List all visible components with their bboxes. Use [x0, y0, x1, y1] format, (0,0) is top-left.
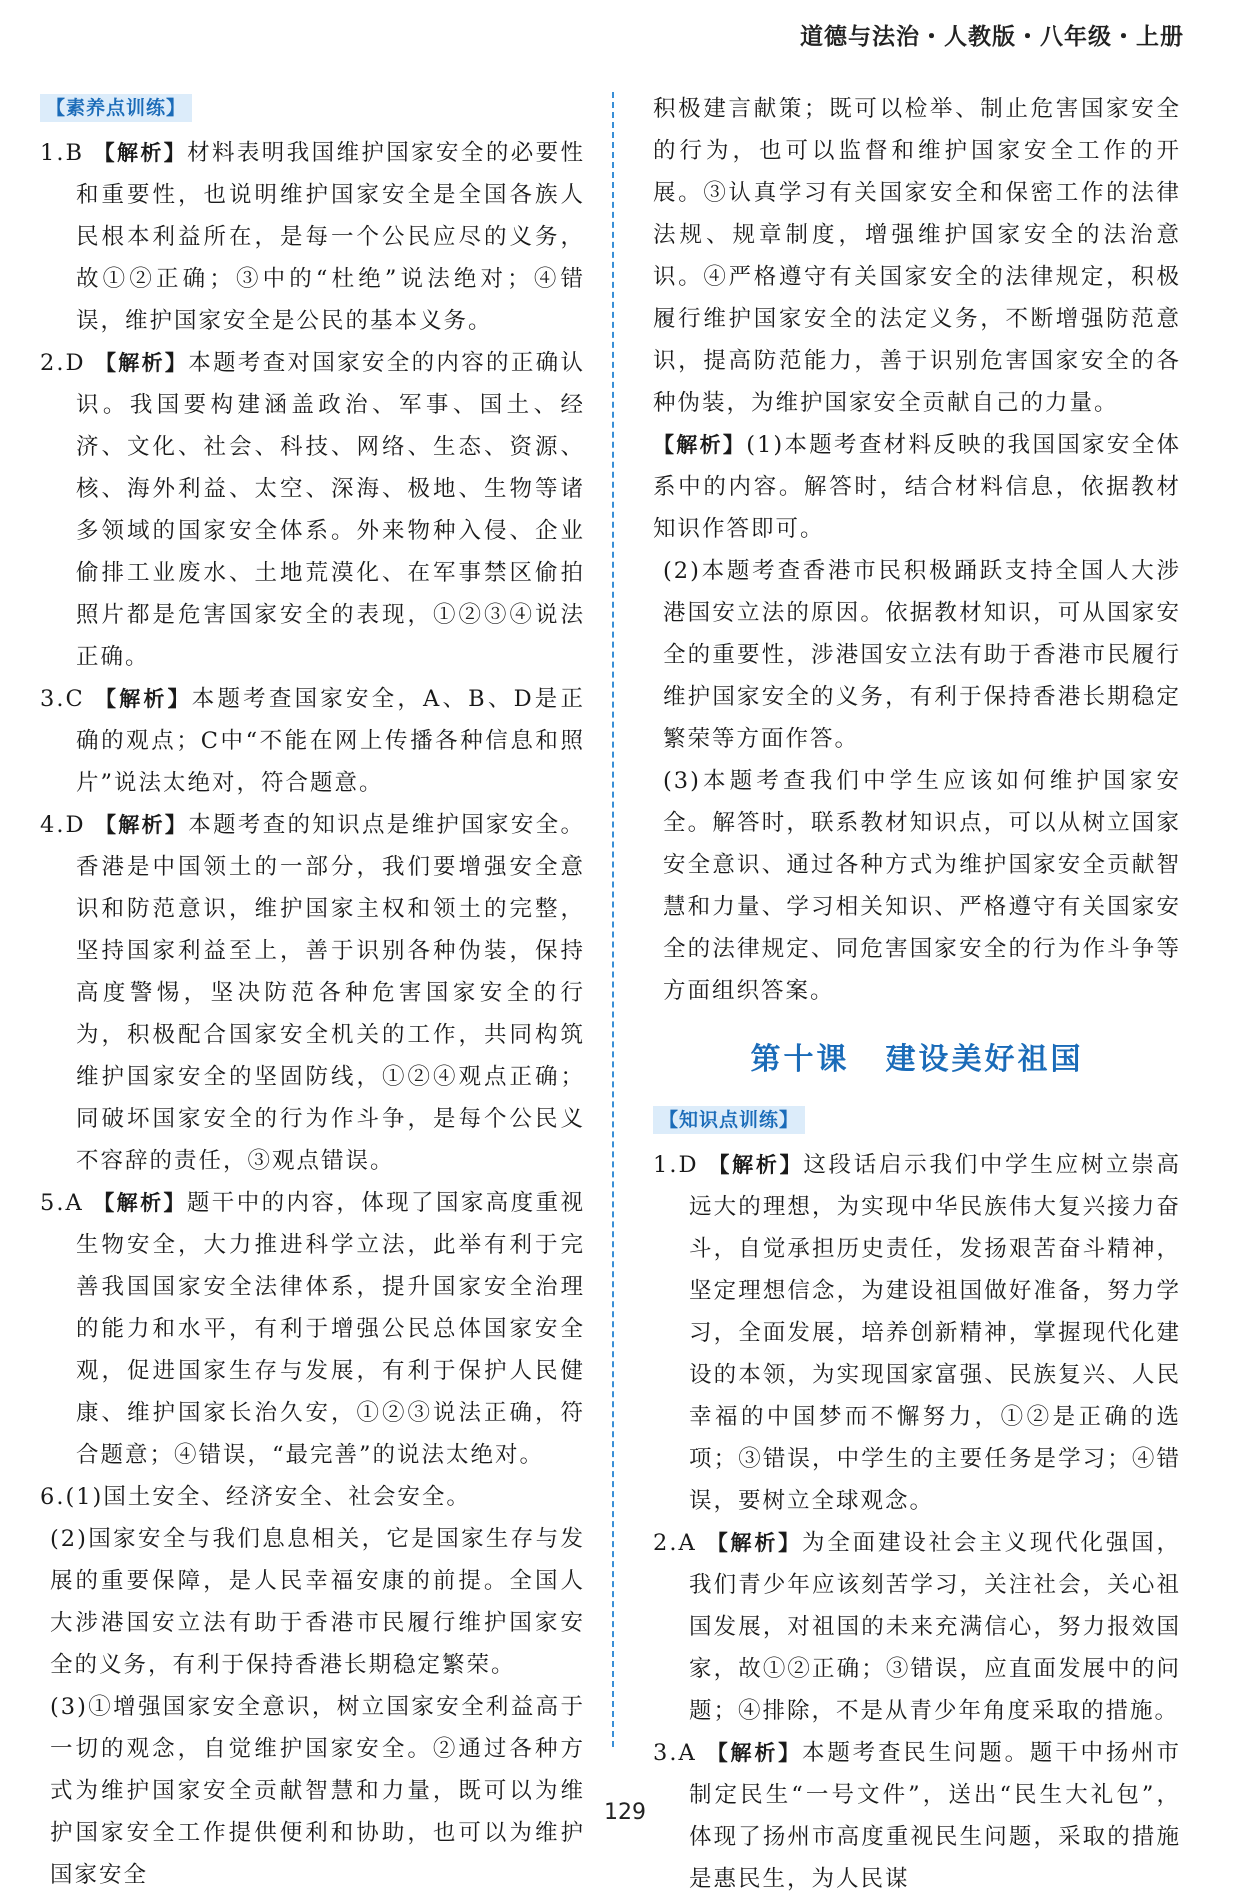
analysis-tag: 【解析】 [706, 1531, 802, 1555]
continuation-paragraph: 积极建言献策；既可以检举、制止危害国家安全的行为，也可以监督和维护国家安全工作的开展。③认真学习有关国家安全和保密工作的法律法规、规章制度，增强维护国家安全的法治意识。④严格遵守有关国家安全的法律规定，积极履行维护国家安全的法定义务，不断增强防范意识，提高防范能力，善于识别危害国家安全的各种伪装，为维护国家安全贡献自己的力量。 [653, 96, 1181, 416]
answer-item: 1.B 【解析】材料表明我国维护国家安全的必要性和重要性，也说明维护国家安全是全国各族人民根本利益所在，是每一个公民应尽的义务，故①②正确；③中的“杜绝”说法绝对；④错误，维护国家安全是公民的基本义务。 [40, 140, 585, 334]
section-label: 【素养点训练】 [40, 94, 192, 122]
analysis-tag: 【解析】 [94, 813, 189, 837]
answer-item: 6.(1)国土安全、经济安全、社会安全。 [40, 1484, 471, 1510]
answer-subparagraph: (3)①增强国家安全意识，树立国家安全利益高于一切的观念，自觉维护国家安全。②通过各种方式为维护国家安全贡献智慧和力量，既可以为维护国家安全工作提供便利和协助，也可以为维护国家安全 [50, 1694, 585, 1888]
answer-item: 2.A 【解析】为全面建设社会主义现代化强国，我们青少年应该刻苦学习，关注社会，关心祖国发展，对祖国的未来充满信心，努力报效国家，故①②正确；③错误，应直面发展中的问题；④排除，不是从青少年角度采取的措施。 [653, 1530, 1182, 1724]
answer-item: 5.A 【解析】题干中的内容，体现了国家高度重视生物安全，大力推进科学立法，此举有利于完善我国国家安全法律体系，提升国家安全治理的能力和水平，有利于增强公民总体国家安全观，促进国家生存与发展，有利于保护人民健康、维护国家长治久安，①②③说法正确，符合题意；④错误，“最完善”的说法太绝对。 [40, 1190, 585, 1468]
answer-item: 2.D 【解析】本题考查对国家安全的内容的正确认识。我国要构建涵盖政治、军事、国土、经济、文化、社会、科技、网络、生态、资源、核、海外利益、太空、深海、极地、生物等诸多领域的国家安全体系。外来物种入侵、企业偷排工业废水、土地荒漠化、在军事禁区偷拍照片都是危害国家安全的表现，①②③④说法正确。 [40, 350, 585, 670]
page-number: 129 [604, 1800, 646, 1825]
analysis-tag: 【解析】 [706, 1741, 802, 1765]
analysis-paragraph: (2)本题考查香港市民积极踊跃支持全国人大涉港国安立法的原因。依据教材知识，可从国家安全的重要性，涉港国安立法有助于香港市民履行维护国家安全的义务，有利于保持香港长期稳定繁荣等方面作答。 [663, 558, 1181, 752]
left-column [40, 88, 585, 1896]
right-column [653, 88, 1181, 1900]
analysis-tag: 【解析】 [93, 141, 188, 165]
lesson-heading [653, 1034, 1181, 1078]
lesson-number: 第十课 [750, 1042, 850, 1077]
analysis-paragraph: (3)本题考查我们中学生应该如何维护国家安全。解答时，联系教材知识点，可以从树立国家安全意识、通过各种方式为维护国家安全贡献智慧和力量、学习相关知识、严格遵守有关国家安全的法律规定、同危害国家安全的行为作斗争等方面组织答案。 [663, 768, 1181, 1004]
answer-item: 3.C 【解析】本题考查国家安全，A、B、D是正确的观点；C中“不能在网上传播各种信息和照片”说法太绝对，符合题意。 [40, 686, 585, 796]
page-header-title: 道德与法治・人教版・八年级・上册 [800, 24, 1184, 50]
column-divider [612, 92, 614, 1747]
lesson-title: 建设美好祖国 [885, 1042, 1084, 1077]
analysis-tag: 【解析】 [94, 351, 189, 375]
section-label: 【知识点训练】 [653, 1106, 805, 1134]
analysis-tag: 【解析】 [653, 433, 747, 457]
answer-subparagraph: (2)国家安全与我们息息相关，它是国家生存与发展的重要保障，是人民幸福安康的前提。全国人大涉港国安立法有助于香港市民履行维护国家安全的义务，有利于保持香港长期稳定繁荣。 [50, 1526, 585, 1678]
answer-item: 1.D 【解析】这段话启示我们中学生应树立崇高远大的理想，为实现中华民族伟大复兴接力奋斗，自觉承担历史责任，发扬艰苦奋斗精神，坚定理想信念，为建设祖国做好准备，努力学习，全面发展，培养创新精神，掌握现代化建设的本领，为实现国家富强、民族复兴、人民幸福的中国梦而不懈努力，①②是正确的选项；③错误，中学生的主要任务是学习；④错误，要树立全球观念。 [653, 1152, 1182, 1514]
analysis-tag: 【解析】 [93, 1191, 187, 1215]
analysis-paragraph: 【解析】(1)本题考查材料反映的我国国家安全体系中的内容。解答时，结合材料信息，依据教材知识作答即可。 [653, 432, 1182, 542]
analysis-tag: 【解析】 [708, 1153, 804, 1177]
answer-item: 4.D 【解析】本题考查的知识点是维护国家安全。香港是中国领土的一部分，我们要增强安全意识和防范意识，维护国家主权和领土的完整，坚持国家利益至上，善于识别各种伪装，保持高度警惕，坚决防范各种危害国家安全的行为，积极配合国家安全机关的工作，共同构筑维护国家安全的坚固防线，①②④观点正确；同破坏国家安全的行为作斗争，是每个公民义不容辞的责任，③观点错误。 [40, 812, 585, 1174]
analysis-tag: 【解析】 [95, 687, 192, 711]
answer-item: 3.A 【解析】本题考查民生问题。题干中扬州市制定民生“一号文件”，送出“民生大礼包”，体现了扬州市高度重视民生问题，采取的措施是惠民生，为人民谋 [653, 1740, 1182, 1892]
